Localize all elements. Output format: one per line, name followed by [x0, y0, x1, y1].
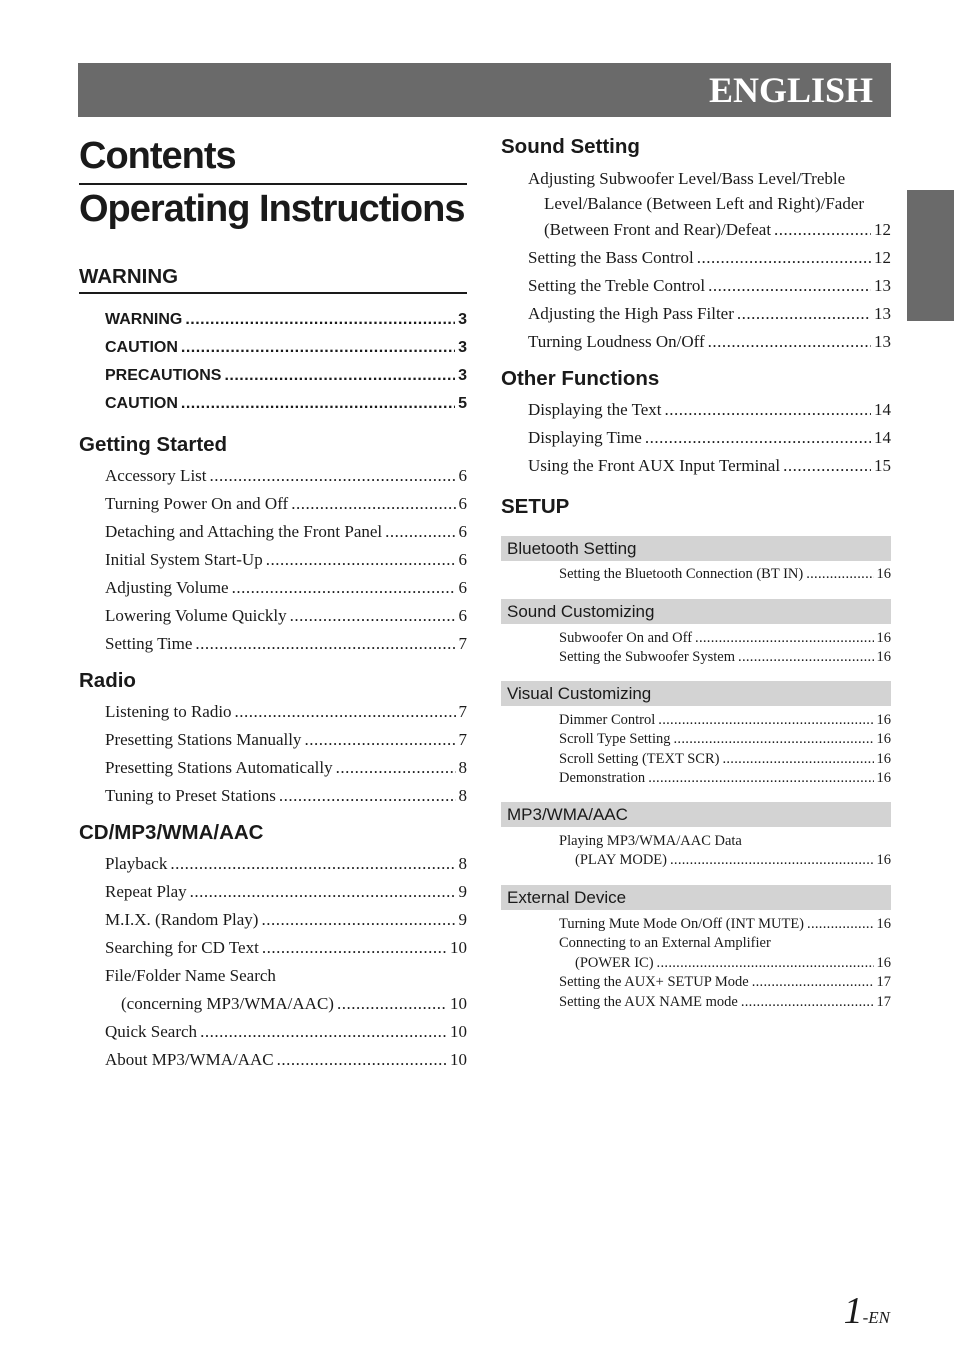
toc-entry[interactable]: Displaying Time ..... 14 [528, 424, 891, 452]
toc-entry[interactable]: Tuning to Preset Stations ..... 8 [105, 782, 467, 810]
toc-entry[interactable]: Turning Loudness On/Off ..... 13 [528, 328, 891, 356]
toc-entry[interactable]: CAUTION ..... 5 [105, 390, 467, 418]
toc-entry[interactable]: Setting Time ..... 7 [105, 630, 467, 658]
toc-entry[interactable]: Setting the Bass Control ..... 12 [528, 244, 891, 272]
toc-entry[interactable]: Scroll Type Setting ..... 16 [559, 730, 891, 750]
page-subtitle: Operating Instructions [79, 188, 465, 230]
cd-list [79, 850, 467, 1074]
toc-entry[interactable]: Dimmer Control ..... 16 [559, 711, 891, 731]
subsection-bar-sound-customizing: Sound Customizing [501, 599, 891, 624]
toc-entry[interactable]: Quick Search ..... 10 [105, 1018, 467, 1046]
toc-entry[interactable]: Setting the AUX+ SETUP Mode ..... 17 [559, 973, 891, 993]
getting-started-list [79, 462, 467, 658]
external-device-list [501, 915, 891, 1013]
toc-entry[interactable]: M.I.X. (Random Play) ..... 9 [105, 906, 467, 934]
page-title: Contents [79, 130, 467, 185]
section-heading-radio: Radio [79, 669, 136, 692]
sound-customizing-list [501, 629, 891, 668]
section-heading-setup: SETUP [501, 495, 570, 518]
mp3-list [501, 832, 891, 871]
toc-entry[interactable]: Detaching and Attaching the Front Panel ..... 6 [105, 518, 467, 546]
toc-entry-multiline[interactable]: File/Folder Name Search (concerning MP3/WMA/AAC) ..... 10 [105, 962, 467, 1018]
other-functions-list [501, 396, 891, 480]
toc-entry[interactable]: Using the Front AUX Input Terminal ..... 15 [528, 452, 891, 480]
right-column [501, 134, 891, 1012]
toc-entry[interactable]: WARNING ..... 3 [105, 306, 467, 334]
toc-entry[interactable]: Setting the Subwoofer System ..... 16 [559, 648, 891, 668]
toc-entry[interactable]: Turning Power On and Off ..... 6 [105, 490, 467, 518]
toc-entry[interactable]: Displaying the Text ..... 14 [528, 396, 891, 424]
toc-entry[interactable]: Scroll Setting (TEXT SCR) ..... 16 [559, 750, 891, 770]
sound-setting-list [501, 167, 891, 356]
toc-entry-multiline[interactable]: Connecting to an External Amplifier (POWER IC) ..... 16 [559, 934, 891, 973]
toc-entry[interactable]: Accessory List ..... 6 [105, 462, 467, 490]
page-suffix: -EN [862, 1308, 890, 1327]
toc-entry[interactable]: Lowering Volume Quickly ..... 6 [105, 602, 467, 630]
toc-entry[interactable]: Adjusting Volume ..... 6 [105, 574, 467, 602]
toc-entry[interactable]: About MP3/WMA/AAC ..... 10 [105, 1046, 467, 1074]
toc-entry-multiline[interactable]: Playing MP3/WMA/AAC Data (PLAY MODE) ..... 16 [559, 832, 891, 871]
side-index-tab [907, 190, 954, 321]
toc-entry[interactable]: Demonstration ..... 16 [559, 769, 891, 789]
subsection-bar-bluetooth: Bluetooth Setting [501, 536, 891, 561]
subsection-bar-external-device: External Device [501, 885, 891, 910]
toc-entry[interactable]: Presetting Stations Manually ..... 7 [105, 726, 467, 754]
subsection-bar-visual-customizing: Visual Customizing [501, 681, 891, 706]
toc-entry[interactable]: Setting the Bluetooth Connection (BT IN) ..... 16 [559, 565, 891, 585]
toc-entry-multiline[interactable]: Adjusting Subwoofer Level/Bass Level/Treble Level/Balance (Between Left and Right)/Fader (Between Front and Rear)/Defeat ..... 12 [528, 167, 891, 244]
toc-entry[interactable]: Playback ..... 8 [105, 850, 467, 878]
left-column [79, 130, 467, 1074]
toc-entry[interactable]: Presetting Stations Automatically ..... 8 [105, 754, 467, 782]
subsection-bar-mp3: MP3/WMA/AAC [501, 802, 891, 827]
toc-entry[interactable]: Repeat Play ..... 9 [105, 878, 467, 906]
language-banner: ENGLISH [78, 63, 891, 117]
toc-entry[interactable]: PRECAUTIONS ..... 3 [105, 362, 467, 390]
page-number: 1-EN [843, 1290, 890, 1332]
toc-entry[interactable]: Setting the AUX NAME mode ..... 17 [559, 993, 891, 1013]
section-heading-warning: WARNING [79, 264, 467, 294]
toc-entry[interactable]: Initial System Start-Up ..... 6 [105, 546, 467, 574]
visual-customizing-list [501, 711, 891, 789]
toc-entry[interactable]: Adjusting the High Pass Filter ..... 13 [528, 300, 891, 328]
toc-entry[interactable]: Listening to Radio ..... 7 [105, 698, 467, 726]
toc-entry[interactable]: Setting the Treble Control ..... 13 [528, 272, 891, 300]
section-heading-cd: CD/MP3/WMA/AAC [79, 821, 264, 844]
toc-entry[interactable]: Turning Mute Mode On/Off (INT MUTE) ..... 16 [559, 915, 891, 935]
toc-entry[interactable]: Searching for CD Text ..... 10 [105, 934, 467, 962]
section-heading-sound-setting: Sound Setting [501, 135, 640, 158]
toc-entry[interactable]: Subwoofer On and Off ..... 16 [559, 629, 891, 649]
bluetooth-list [501, 565, 891, 585]
section-heading-getting-started: Getting Started [79, 433, 228, 456]
toc-entry[interactable]: CAUTION ..... 3 [105, 334, 467, 362]
section-heading-other-functions: Other Functions [501, 367, 660, 390]
radio-list [79, 698, 467, 810]
warning-list [79, 306, 467, 418]
